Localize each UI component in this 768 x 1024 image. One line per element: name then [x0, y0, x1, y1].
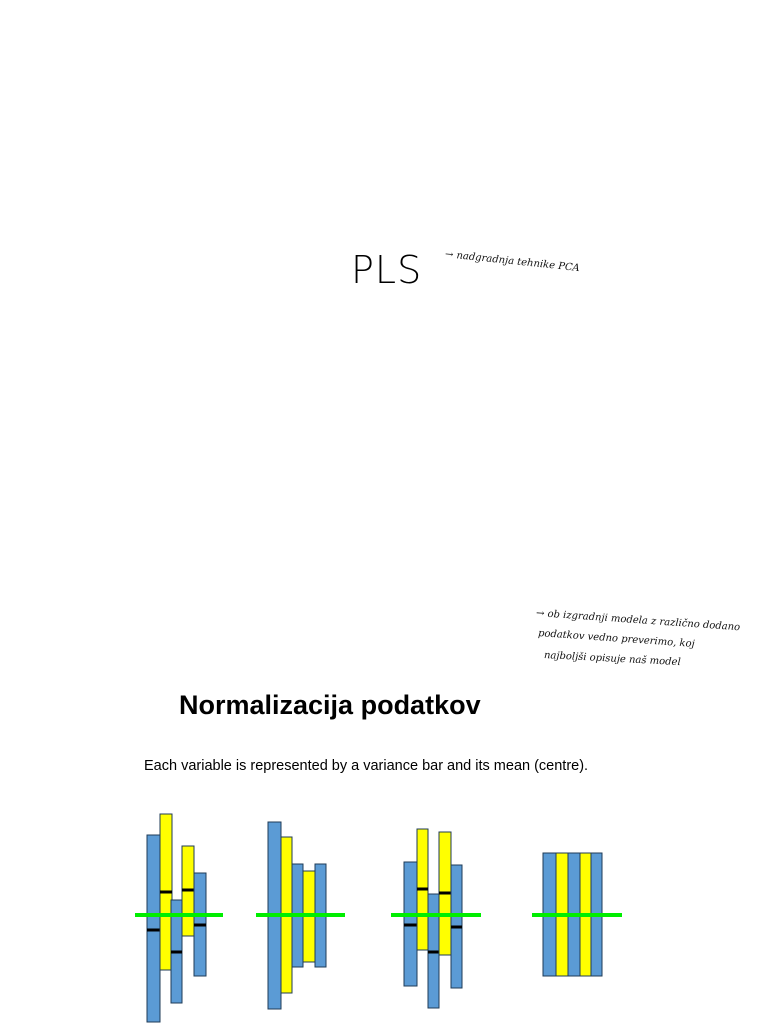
- handwritten-note-title: → nadgradnja tehnike PCA: [444, 249, 581, 275]
- bar-group-centred: [391, 829, 481, 1008]
- bar-group-raw: [135, 814, 223, 1022]
- handwritten-note-line-1: → ob izgradnji modela z različno dodano: [535, 608, 741, 634]
- section-description: Each variable is represented by a variance bar and its mean (centre).: [144, 758, 589, 774]
- slide-title: PLS: [351, 248, 423, 292]
- handwritten-note-line-3: najboljši opisuje naš model: [543, 650, 681, 669]
- handwritten-note-line-2: podatkov vedno preverimo, koj: [537, 628, 696, 650]
- bar-group-autoscaled: [532, 853, 622, 976]
- variance-bar-chart: [0, 800, 768, 1024]
- bar-group-scaled: [256, 822, 345, 1009]
- section-title: Normalizacija podatkov: [179, 690, 481, 720]
